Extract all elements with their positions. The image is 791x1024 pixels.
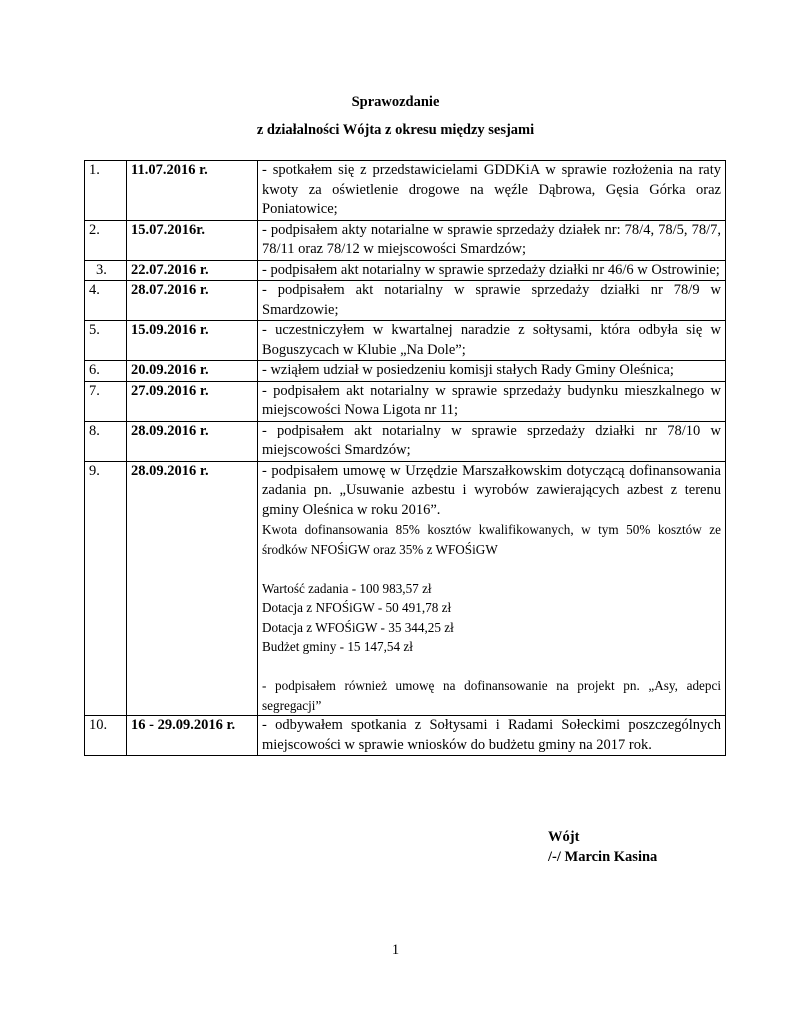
table-row bbox=[85, 220, 726, 260]
row-description: - podpisałem akt notarialny w sprawie sprzedaży działki nr 78/10 w miejscowości Smardzów; bbox=[258, 421, 726, 461]
row-date: 16 - 29.09.2016 r. bbox=[127, 716, 258, 756]
row-description: - spotkałem się z przedstawicielami GDDKiA w sprawie rozłożenia na raty kwoty za oświetlenie drogowe na węźle Dąbrowa, Gęsia Górka oraz Poniatowice; bbox=[258, 161, 726, 221]
document-title: Sprawozdanie bbox=[351, 94, 440, 110]
row-date: 28.07.2016 r. bbox=[127, 281, 258, 321]
row-description: - podpisałem akt notarialny w sprawie sprzedaży działki nr 46/6 w Ostrowinie; bbox=[258, 260, 726, 281]
row-number: 6. bbox=[85, 361, 127, 382]
row-number: 1. bbox=[85, 161, 127, 221]
document-subtitle: z działalności Wójta z okresu między sesjami bbox=[256, 122, 535, 138]
nfosigw-grant: Dotacja z NFOŚiGW - 50 491,78 zł bbox=[262, 600, 452, 615]
row-date: 15.07.2016r. bbox=[127, 220, 258, 260]
spacer bbox=[262, 657, 721, 677]
additional-contract: - podpisałem również umowę na dofinansowanie na projekt pn. „Asy, adepci segregacji” bbox=[262, 678, 721, 713]
row-description: - uczestniczyłem w kwartalnej naradzie z sołtysami, która odbyła się w Boguszycach w Klubie „Na Dole”; bbox=[258, 321, 726, 361]
table-row bbox=[85, 361, 726, 382]
row-number: 4. bbox=[85, 281, 127, 321]
row-number: 10. bbox=[85, 716, 127, 756]
row-date: 27.09.2016 r. bbox=[127, 381, 258, 421]
row-date: 20.09.2016 r. bbox=[127, 361, 258, 382]
row-number: 3. bbox=[85, 260, 127, 281]
row-date: 11.07.2016 r. bbox=[127, 161, 258, 221]
table-row bbox=[85, 281, 726, 321]
row-number: 9. bbox=[85, 461, 127, 716]
row-description: - wziąłem udział w posiedzeniu komisji stałych Rady Gminy Oleśnica; bbox=[258, 361, 726, 382]
table-row bbox=[85, 381, 726, 421]
table-row bbox=[85, 161, 726, 221]
row-number: 2. bbox=[85, 220, 127, 260]
row-number: 8. bbox=[85, 421, 127, 461]
row-description: - podpisałem akt notarialny w sprawie sprzedaży budynku mieszkalnego w miejscowości Nowa Ligota nr 11; bbox=[258, 381, 726, 421]
row-date: 22.07.2016 r. bbox=[127, 260, 258, 281]
signature-name: /-/ Marcin Kasina bbox=[548, 849, 658, 865]
row-description bbox=[258, 461, 726, 716]
municipal-budget: Budżet gminy - 15 147,54 zł bbox=[262, 639, 413, 654]
row-description: - podpisałem akt notarialny w sprawie sprzedaży działki nr 78/9 w Smardzowie; bbox=[258, 281, 726, 321]
table-row bbox=[85, 421, 726, 461]
report-table-body bbox=[85, 161, 726, 756]
row-date: 28.09.2016 r. bbox=[127, 421, 258, 461]
row-number: 7. bbox=[85, 381, 127, 421]
task-value: Wartość zadania - 100 983,57 zł bbox=[262, 580, 432, 596]
row-date: 15.09.2016 r. bbox=[127, 321, 258, 361]
signature-role: Wójt bbox=[548, 829, 580, 845]
report-table bbox=[84, 160, 726, 756]
contract-text: - podpisałem umowę w Urzędzie Marszałkowskim dotyczącą dofinansowania zadania pn. „Usuwanie azbestu i wyrobów zawierających azbest z terenu gminy Oleśnica w roku 2016”. bbox=[262, 462, 721, 518]
row-description: - podpisałem akty notarialne w sprawie sprzedaży działek nr: 78/4, 78/5, 78/7, 78/11 oraz 78/12 w miejscowości Smardzów; bbox=[258, 220, 726, 260]
spacer bbox=[262, 559, 721, 579]
row-number: 5. bbox=[85, 321, 127, 361]
page-number: 1 bbox=[391, 942, 400, 958]
row-date: 28.09.2016 r. bbox=[127, 461, 258, 716]
row-description: - odbywałem spotkania z Sołtysami i Radami Sołeckimi poszczególnych miejscowości w sprawie wniosków do budżetu gminy na 2017 rok. bbox=[258, 716, 726, 756]
table-row bbox=[85, 461, 726, 716]
wfosigw-grant: Dotacja z WFOŚiGW - 35 344,25 zł bbox=[262, 619, 454, 635]
table-row bbox=[85, 716, 726, 756]
table-row bbox=[85, 321, 726, 361]
table-row bbox=[85, 260, 726, 281]
funding-note: Kwota dofinansowania 85% kosztów kwalifikowanych, w tym 50% kosztów ze środków NFOŚiGW oraz 35% z WFOŚiGW bbox=[262, 522, 721, 557]
